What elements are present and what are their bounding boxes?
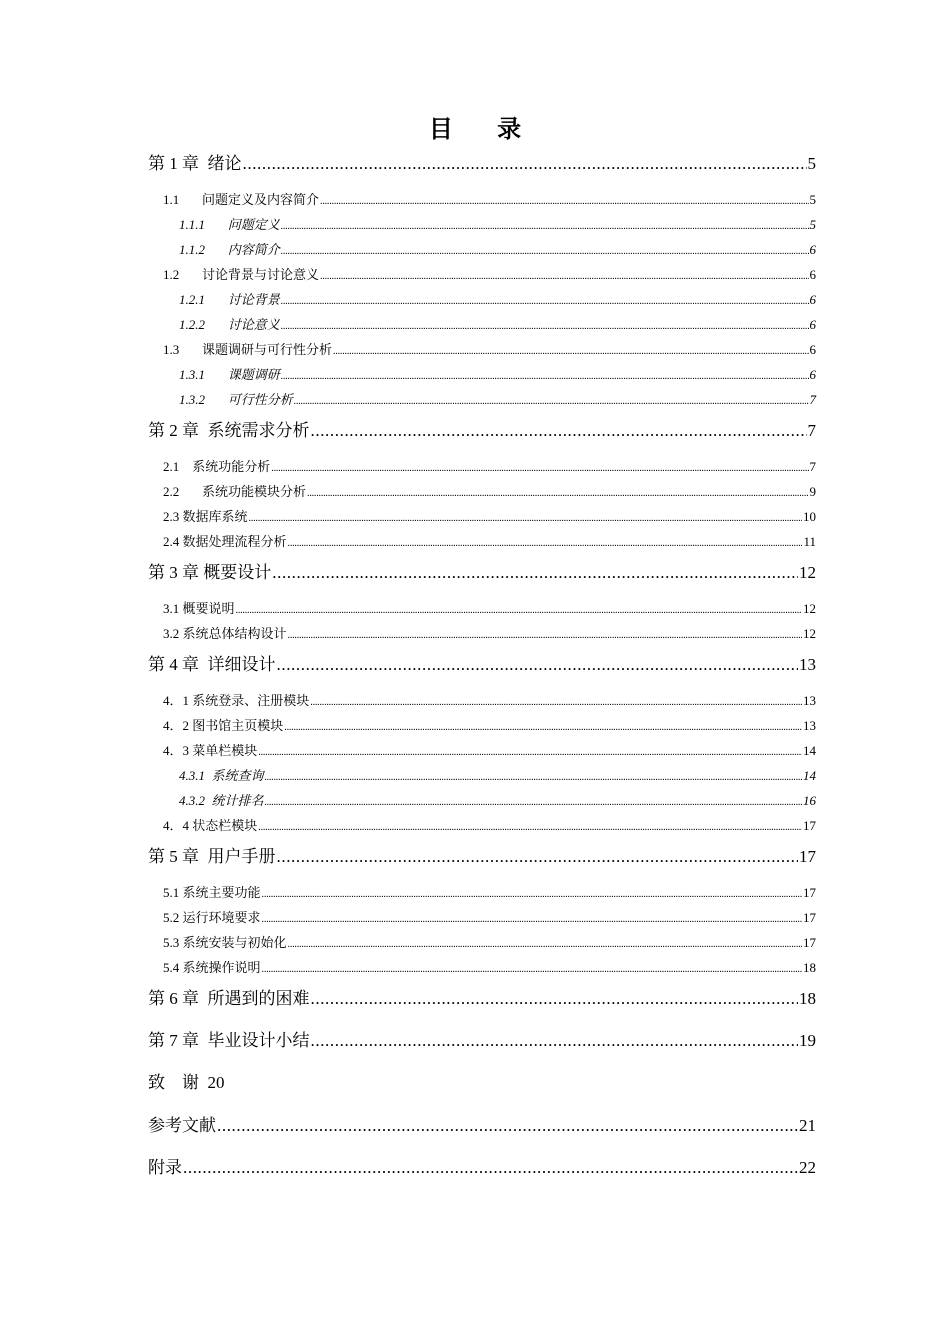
toc-page-number: 6 — [809, 242, 816, 257]
toc-section-1-1[interactable] — [163, 190, 816, 212]
toc-entry-label: 3.1 概要说明 — [163, 601, 235, 616]
toc-section-2-4[interactable] — [163, 532, 816, 554]
toc-page-number: 17 — [803, 818, 816, 833]
dot-leader — [288, 534, 803, 554]
dot-leader — [183, 1156, 798, 1180]
toc-page-number: 12 — [803, 626, 816, 641]
toc-subsection-1-3-1[interactable] — [179, 365, 816, 387]
toc-entry-label: 1.1.2 内容简介 — [179, 242, 280, 257]
toc-page-number: 14 — [803, 768, 816, 783]
dot-leader — [288, 626, 802, 646]
toc-page-number: 5 — [809, 217, 816, 232]
toc-page-number: 6 — [809, 292, 816, 307]
toc-entry-label: 第 1 章 绪论 — [148, 154, 242, 173]
toc-section-2-1[interactable] — [163, 457, 816, 479]
toc-entry-label: 第 3 章 概要设计 — [148, 563, 272, 582]
dot-leader — [265, 793, 802, 813]
toc-entry-label: 第 7 章 毕业设计小结 — [148, 1031, 310, 1050]
toc-entry-label: 3.2 系统总体结构设计 — [163, 626, 287, 641]
toc-chapter-2[interactable] — [148, 419, 816, 443]
dot-leader — [311, 987, 799, 1011]
dot-leader — [249, 509, 802, 529]
toc-references[interactable] — [148, 1114, 816, 1138]
toc-chapter-4[interactable] — [148, 653, 816, 677]
toc-section-4-4[interactable] — [163, 816, 816, 838]
toc-page-number: 10 — [803, 509, 816, 524]
toc-entry-label: 第 5 章 用户手册 — [148, 847, 276, 866]
dot-leader — [333, 342, 808, 362]
toc-section-5-4[interactable] — [163, 958, 816, 980]
toc-entry-label: 第 6 章 所遇到的困难 — [148, 989, 310, 1008]
toc-subsection-4-3-2[interactable] — [179, 791, 816, 813]
toc-entry-label: 4．1 系统登录、注册模块 — [163, 693, 310, 708]
toc-entry-label: 1.3 课题调研与可行性分析 — [163, 342, 333, 357]
dot-leader — [311, 419, 807, 443]
toc-page-number: 22 — [799, 1158, 816, 1177]
toc-page-number: 6 — [809, 317, 816, 332]
toc-subsection-4-3-1[interactable] — [179, 766, 816, 788]
dot-leader — [243, 152, 807, 176]
toc-page-number: 6 — [809, 367, 816, 382]
toc-appendix[interactable] — [148, 1156, 816, 1180]
toc-entry-label: 5.3 系统安装与初始化 — [163, 935, 287, 950]
dot-leader — [262, 910, 802, 930]
toc-section-3-1[interactable] — [163, 599, 816, 621]
dot-leader — [236, 601, 802, 621]
toc-entry-label: 1.1.1 问题定义 — [179, 217, 280, 232]
toc-page-number: 5 — [809, 192, 816, 207]
toc-section-2-3[interactable] — [163, 507, 816, 529]
toc-entry-label: 第 4 章 详细设计 — [148, 655, 276, 674]
toc-entry-label: 4.3.1 系统查询 — [179, 768, 264, 783]
toc-chapter-6[interactable] — [148, 987, 816, 1011]
toc-page-number: 19 — [799, 1031, 816, 1050]
toc-entry-label: 1.1 问题定义及内容简介 — [163, 192, 320, 207]
toc-page-number: 13 — [803, 693, 816, 708]
toc-entry-label: 第 2 章 系统需求分析 — [148, 421, 310, 440]
toc-page-number: 17 — [799, 847, 816, 866]
dot-leader — [281, 242, 809, 262]
dot-leader — [307, 484, 808, 504]
dot-leader — [281, 367, 809, 387]
dot-leader — [258, 743, 802, 763]
toc-page-number: 13 — [803, 718, 816, 733]
dot-leader — [281, 292, 809, 312]
toc-entry-label: 2.4 数据处理流程分析 — [163, 534, 287, 549]
toc-page-number: 16 — [803, 793, 816, 808]
toc-section-5-2[interactable] — [163, 908, 816, 930]
toc-entry-label: 4．2 图书馆主页模块 — [163, 718, 284, 733]
toc-page-number: 7 — [809, 392, 816, 407]
toc-entry-label: 5.1 系统主要功能 — [163, 885, 261, 900]
dot-leader — [277, 845, 799, 869]
dot-leader — [262, 960, 802, 980]
toc-title: 目 录 — [428, 115, 540, 143]
toc-page-number: 11 — [803, 534, 816, 549]
toc-subsection-1-3-2[interactable] — [179, 390, 816, 412]
dot-leader — [272, 561, 798, 585]
dot-leader — [311, 1029, 799, 1053]
toc-entry-label: 5.4 系统操作说明 — [163, 960, 261, 975]
toc-page-number: 5 — [807, 154, 816, 173]
toc-page-number: 9 — [809, 484, 816, 499]
toc-entry-label: 附录 — [148, 1158, 182, 1177]
toc-entry-label: 1.3.2 可行性分析 — [179, 392, 293, 407]
toc-entry-label: 1.3.1 课题调研 — [179, 367, 280, 382]
toc-page-number: 7 — [807, 421, 816, 440]
dot-leader — [258, 818, 802, 838]
dot-leader — [217, 1114, 798, 1138]
toc-entry-label: 2.2 系统功能模块分析 — [163, 484, 307, 499]
dot-leader — [310, 693, 802, 713]
dot-leader — [281, 217, 809, 237]
toc-section-1-2[interactable] — [163, 265, 816, 287]
toc-entry-label: 4．3 菜单栏模块 — [163, 743, 258, 758]
toc-chapter-5[interactable] — [148, 845, 816, 869]
toc-chapter-1[interactable] — [148, 152, 816, 176]
toc-chapter-3[interactable] — [148, 561, 816, 585]
toc-page-number: 12 — [803, 601, 816, 616]
toc-entry-label: 2.1 系统功能分析 — [163, 459, 271, 474]
toc-subsection-1-1-1[interactable] — [179, 215, 816, 237]
toc-entry-label: 4．4 状态栏模块 — [163, 818, 258, 833]
dot-leader — [281, 317, 809, 337]
toc-chapter-7[interactable] — [148, 1029, 816, 1053]
toc-page-number: 17 — [803, 885, 816, 900]
toc-entry-label: 5.2 运行环境要求 — [163, 910, 261, 925]
dot-leader — [320, 192, 808, 212]
dot-leader — [265, 768, 802, 788]
toc-subsection-1-2-1[interactable] — [179, 290, 816, 312]
toc-page-number: 18 — [799, 989, 816, 1008]
toc-page-number: 17 — [803, 910, 816, 925]
toc-section-5-3[interactable] — [163, 933, 816, 955]
dot-leader — [294, 392, 809, 412]
dot-leader — [262, 885, 802, 905]
dot-leader — [320, 267, 808, 287]
toc-page-number: 17 — [803, 935, 816, 950]
toc-page-number: 6 — [809, 342, 816, 357]
dot-leader — [271, 459, 808, 479]
toc-page-number: 13 — [799, 655, 816, 674]
toc-page-number: 6 — [809, 267, 816, 282]
toc-entry-label: 2.3 数据库系统 — [163, 509, 248, 524]
toc-acknowledgements[interactable]: 致 谢 20 — [148, 1073, 225, 1092]
toc-subsection-1-1-2[interactable] — [179, 240, 816, 262]
toc-section-1-3[interactable] — [163, 340, 816, 362]
dot-leader — [284, 718, 802, 738]
toc-page-number: 12 — [799, 563, 816, 582]
toc-entry-label: 1.2.1 讨论背景 — [179, 292, 280, 307]
toc-entry-label: 1.2.2 讨论意义 — [179, 317, 280, 332]
toc-section-4-3[interactable] — [163, 741, 816, 763]
toc-entry-label: 4.3.2 统计排名 — [179, 793, 264, 808]
toc-entry-label: 1.2 讨论背景与讨论意义 — [163, 267, 320, 282]
toc-subsection-1-2-2[interactable] — [179, 315, 816, 337]
toc-entry-label: 参考文献 — [148, 1116, 216, 1135]
toc-page-number: 18 — [803, 960, 816, 975]
toc-section-2-2[interactable] — [163, 482, 816, 504]
toc-section-5-1[interactable] — [163, 883, 816, 905]
toc-section-4-2[interactable] — [163, 716, 816, 738]
toc-page-number: 21 — [799, 1116, 816, 1135]
dot-leader — [288, 935, 802, 955]
toc-page-number: 14 — [803, 743, 816, 758]
dot-leader — [277, 653, 799, 677]
toc-section-3-2[interactable] — [163, 624, 816, 646]
toc-section-4-1[interactable] — [163, 691, 816, 713]
toc-page-number: 7 — [809, 459, 816, 474]
